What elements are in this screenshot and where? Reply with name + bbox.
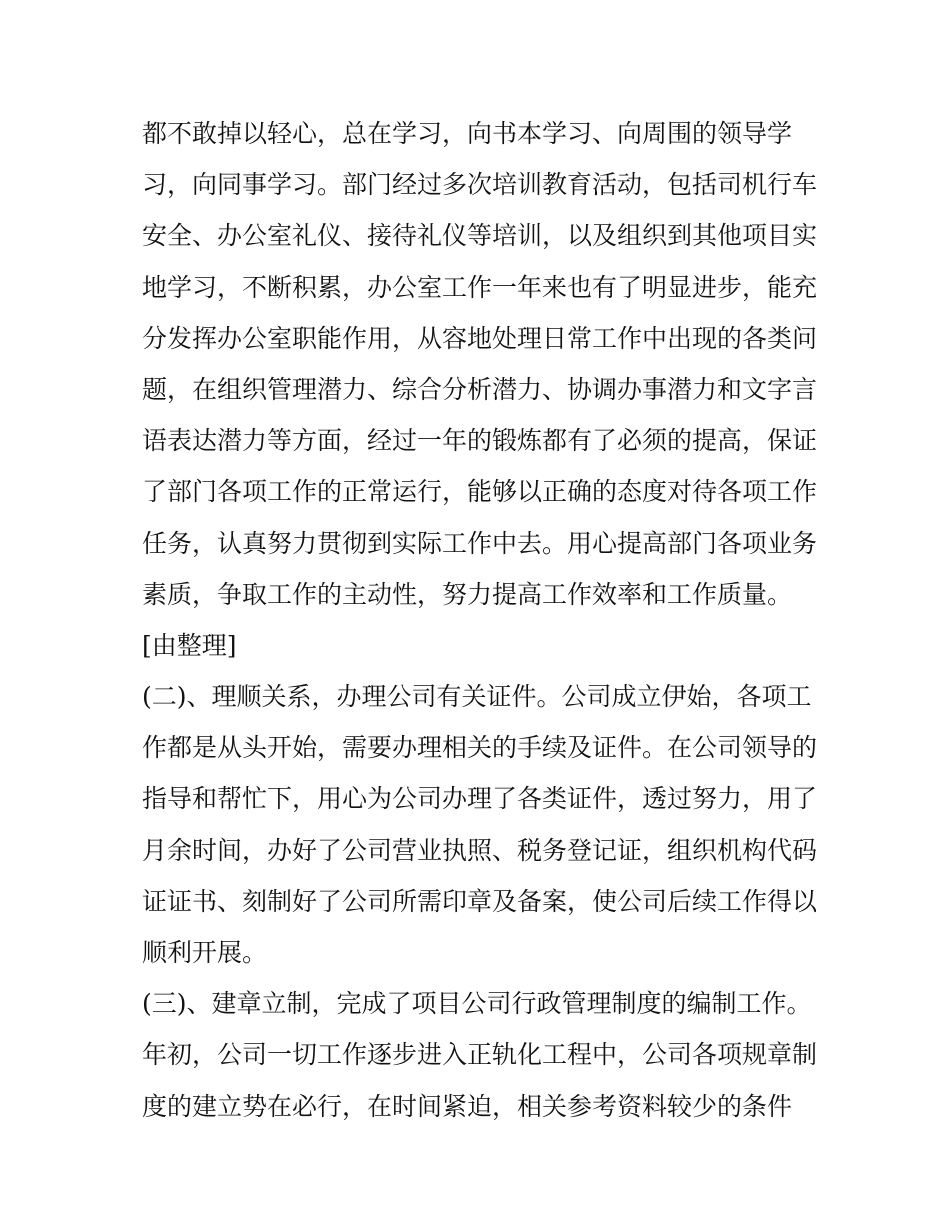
text-line: 分发挥办公室职能作用，从容地处理日常工作中出现的各类问 xyxy=(142,323,818,353)
text-line: 都不敢掉以轻心，总在学习，向书本学习、向周围的领导学 xyxy=(142,119,793,148)
text-line: 习，向同事学习。部门经过多次培训教育活动，包括司机行车 xyxy=(142,170,818,200)
text-line: 了部门各项工作的正常运行，能够以正确的态度对待各项工作 xyxy=(142,477,818,507)
text-line-note: [由整理] xyxy=(142,630,237,660)
section-heading-line: (二)、理顺关系，办理公司有关证件。公司成立伊始，各项工 xyxy=(142,682,812,712)
text-line: 度的建立势在必行，在时间紧迫，相关参考资料较少的条件 xyxy=(142,1091,793,1121)
text-line: 任务，认真努力贯彻到实际工作中去。用心提高部门各项业务 xyxy=(142,528,818,558)
text-line: 题，在组织管理潜力、综合分析潜力、协调办事潜力和文字言 xyxy=(142,374,818,404)
text-line: 月余时间，办好了公司营业执照、税务登记证，组织机构代码 xyxy=(142,835,818,865)
text-line: 作都是从头开始，需要办理相关的手续及证件。在公司领导的 xyxy=(142,733,818,763)
text-line: 指导和帮忙下，用心为公司办理了各类证件，透过努力，用了 xyxy=(142,784,818,814)
section-heading-line: (三)、建章立制，完成了项目公司行政管理制度的编制工作。 xyxy=(142,989,812,1019)
text-line: 语表达潜力等方面，经过一年的锻炼都有了必须的提高，保证 xyxy=(142,426,818,456)
text-line: 证证书、刻制好了公司所需印章及备案，使公司后续工作得以 xyxy=(142,886,818,916)
text-line: 素质，争取工作的主动性，努力提高工作效率和工作质量。 xyxy=(142,579,793,609)
body-text xyxy=(142,108,822,1132)
text-line: 年初，公司一切工作逐步进入正轨化工程中，公司各项规章制 xyxy=(142,1040,818,1070)
text-line: 地学习，不断积累，办公室工作一年来也有了明显进步，能充 xyxy=(142,272,818,302)
text-line: 顺利开展。 xyxy=(142,938,268,967)
text-line: 安全、办公室礼仪、接待礼仪等培训，以及组织到其他项目实 xyxy=(142,221,818,251)
